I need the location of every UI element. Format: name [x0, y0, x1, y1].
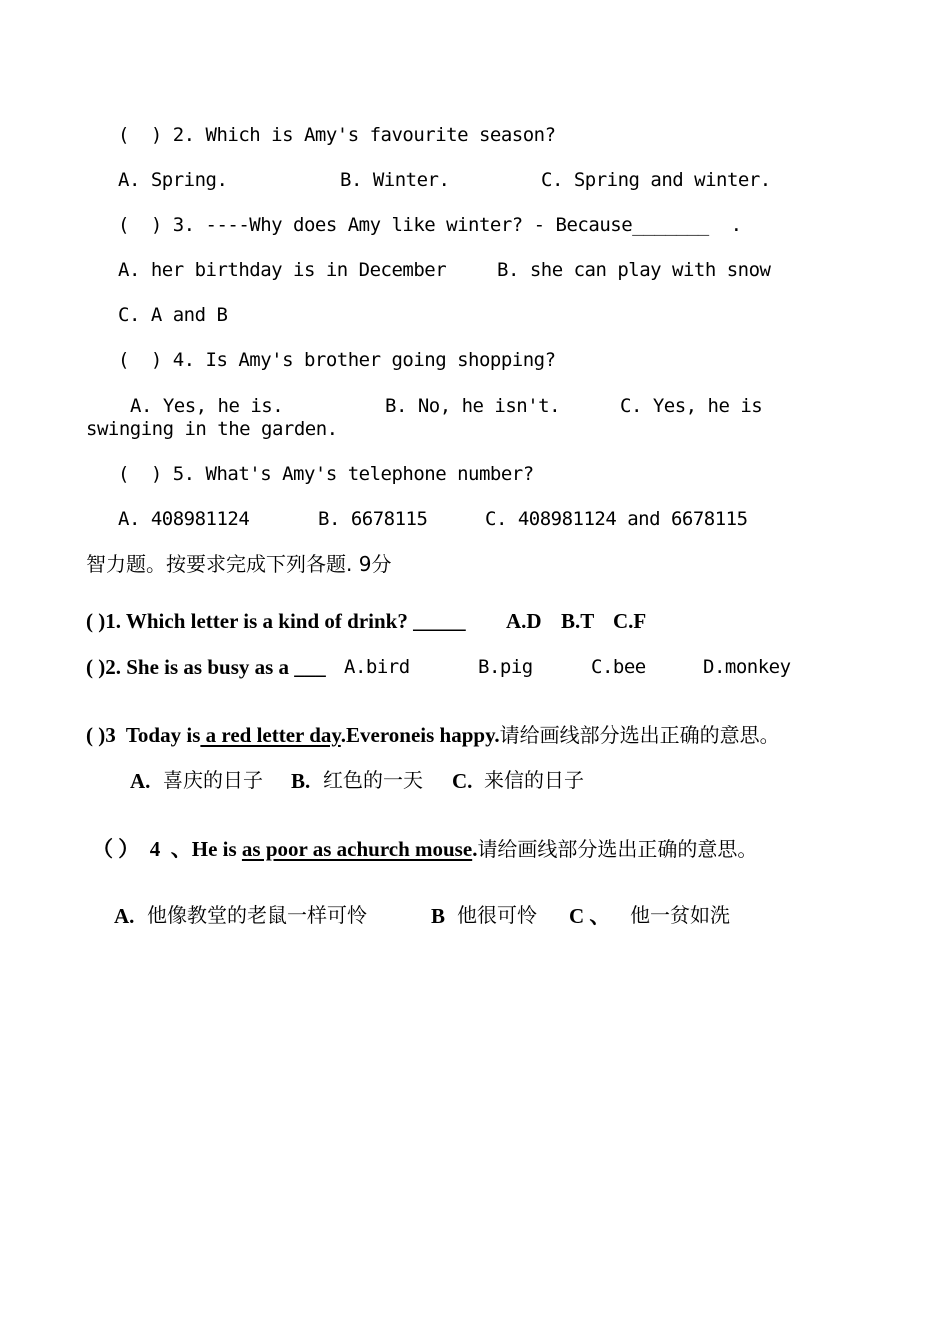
brain-question-2-option-b: B.pig: [478, 656, 533, 678]
question-4-stem: ( ) 4. Is Amy's brother going shopping?: [118, 349, 556, 371]
question-5-option-a: A. 408981124: [118, 508, 250, 530]
brain-question-4-prefix: （ ） 4 、He is: [92, 837, 242, 861]
section-title: 智力题。按要求完成下列各题. 9分: [86, 552, 392, 576]
brain-question-4-option-a-text: 他像教堂的老鼠一样可怜: [147, 903, 367, 927]
brain-question-4-option-a-letter: A.: [114, 904, 135, 928]
question-5-stem: ( ) 5. What's Amy's telephone number?: [118, 463, 534, 485]
brain-question-1: ( )1. Which letter is a kind of drink? _____: [86, 609, 466, 633]
brain-question-3-option-c-letter: C.: [452, 769, 473, 793]
brain-question-3-option-c-text: 来信的日子: [484, 768, 584, 792]
brain-question-2-option-a: A.bird: [344, 656, 410, 678]
question-4-option-c: C. Yes, he is: [620, 395, 763, 417]
brain-question-3-suffix: .Everoneis happy.: [340, 723, 500, 747]
question-2-option-a: A. Spring.: [118, 169, 228, 191]
brain-question-4-instruction: 请给画线部分选出正确的意思。: [477, 837, 758, 861]
brain-question-2: ( )2. She is as busy as a ___: [86, 655, 326, 679]
brain-question-3: [86, 725, 780, 746]
brain-question-4-option-c-letter: C 、: [569, 904, 611, 928]
question-2-option-c: C. Spring and winter.: [541, 169, 771, 191]
brain-question-3-instruction: 请给画线部分选出正确的意思。: [499, 723, 780, 747]
brain-question-3-underlined-phrase: a red letter day: [200, 723, 341, 747]
brain-question-3-option-b-text: 红色的一天: [323, 768, 423, 792]
brain-question-1-option-b: B.T: [561, 609, 595, 633]
question-3-option-c: C. A and B: [118, 304, 228, 326]
question-4-option-c-continued: swinging in the garden.: [86, 418, 338, 440]
brain-question-2-option-d: D.monkey: [703, 656, 791, 678]
brain-question-4-option-b-letter: B: [431, 904, 446, 928]
question-3-option-b: B. she can play with snow: [497, 259, 771, 281]
brain-question-4-suffix: .: [472, 837, 478, 861]
brain-question-3-prefix: ( )3 Today is: [86, 723, 201, 747]
brain-question-4-option-c-text: 他一贫如洗: [630, 903, 730, 927]
question-4-option-b: B. No, he isn't.: [385, 395, 561, 417]
brain-question-4: [92, 839, 757, 860]
brain-question-3-option-a-letter: A.: [130, 769, 151, 793]
question-2-option-b: B. Winter.: [340, 169, 450, 191]
question-3-option-a: A. her birthday is in December: [118, 259, 447, 281]
question-5-option-c: C. 408981124 and 6678115: [485, 508, 748, 530]
question-5-option-b: B. 6678115: [318, 508, 428, 530]
brain-question-4-option-b-text: 他很可怜: [457, 903, 537, 927]
brain-question-1-option-a: A.D: [506, 609, 542, 633]
brain-question-1-option-c: C.F: [613, 609, 647, 633]
brain-question-3-option-a-text: 喜庆的日子: [163, 768, 263, 792]
question-4-option-a: A. Yes, he is.: [130, 395, 284, 417]
brain-question-3-option-b-letter: B.: [291, 769, 311, 793]
brain-question-2-option-c: C.bee: [591, 656, 646, 678]
brain-question-4-underlined-phrase: as poor as achurch mouse: [241, 837, 473, 861]
question-3-stem: ( ) 3. ----Why does Amy like winter? - Because_______ .: [118, 214, 742, 236]
question-2-stem: ( ) 2. Which is Amy's favourite season?: [118, 124, 556, 146]
